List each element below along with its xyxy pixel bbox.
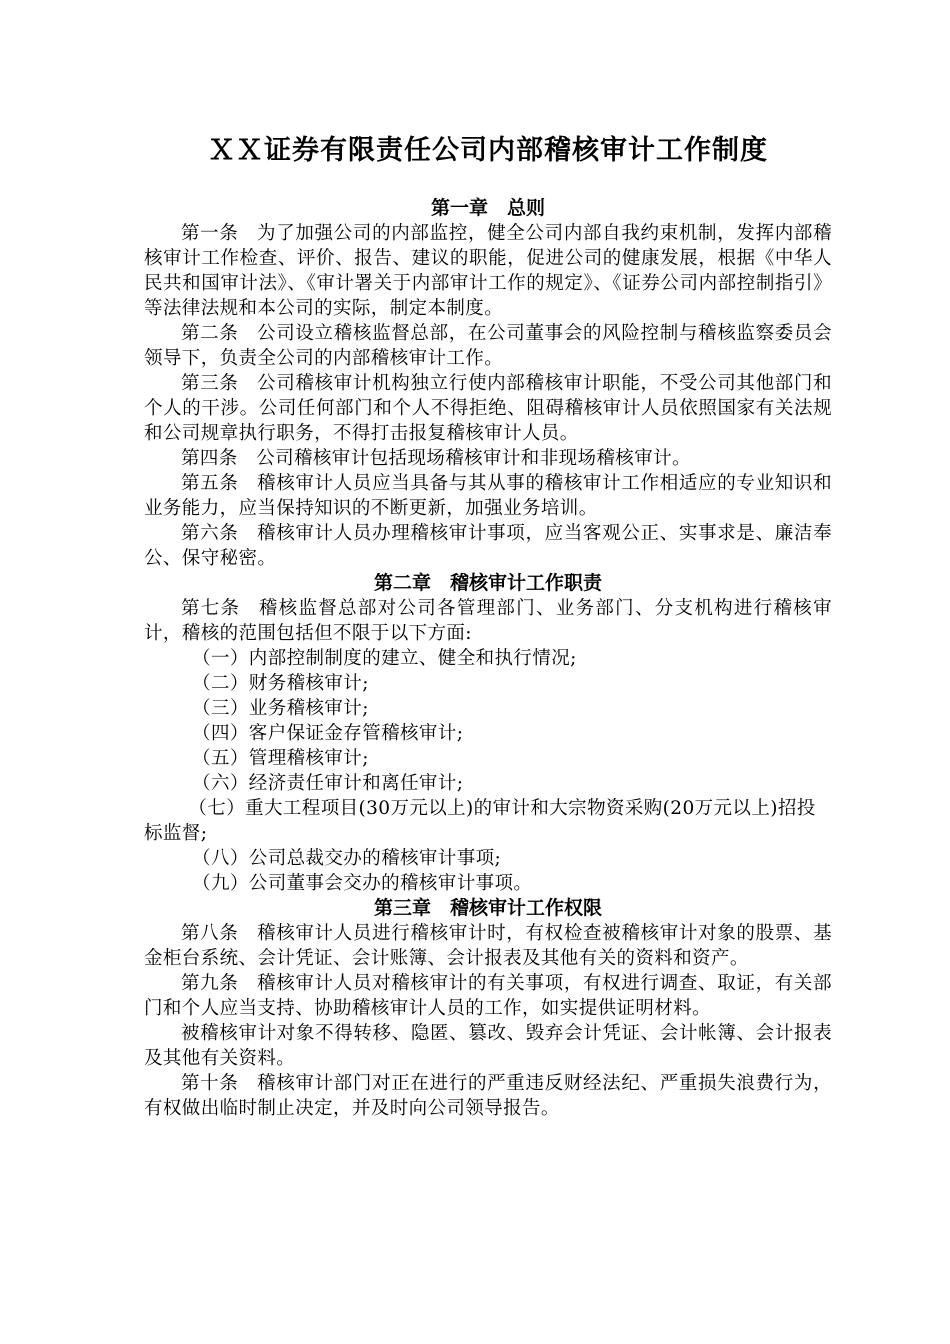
list-item: （六）经济责任审计和离任审计; <box>192 773 464 794</box>
article-text: 稽核审计人员办理稽核审计事项，应当客观公正、实事求是、廉洁奉公、保守秘密。 <box>144 523 832 569</box>
article-text: 稽核审计部门对正在进行的严重违反财经法纪、严重损失浪费行为，有权做出临时制止决定，并及时向公司领导报告。 <box>144 1073 832 1119</box>
article-label: 第三条 <box>181 373 239 394</box>
article-label: 第二条 <box>181 323 239 344</box>
chapter-heading: 第二章 稽核审计工作职责 <box>373 572 602 594</box>
article-label: 第七条 <box>181 598 241 619</box>
list-item: （八）公司总裁交办的稽核审计事项; <box>192 848 502 869</box>
article-label: 第四条 <box>181 448 238 469</box>
article <box>144 921 832 971</box>
paragraph-text: 被稽核审计对象不得转移、隐匿、篡改、毁弃会计凭证、会计帐簿、会计报表及其他有关资料。 <box>144 1023 832 1069</box>
article-text: 公司设立稽核监督总部，在公司董事会的风险控制与稽核监察委员会领导下，负责全公司的内部稽核审计工作。 <box>144 323 832 369</box>
article-label: 第八条 <box>181 923 239 944</box>
article <box>144 321 832 371</box>
article-label: 第十条 <box>181 1073 239 1094</box>
article <box>144 971 832 1021</box>
article-text: 稽核监督总部对公司各管理部门、业务部门、分支机构进行稽核审计，稽核的范围包括但不限于以下方面: <box>144 598 833 644</box>
article-label: 第六条 <box>181 523 239 544</box>
article-text: 为了加强公司的内部监控，健全公司内部自我约束机制，发挥内部稽核审计工作检查、评价、报告、建议的职能，促进公司的健康发展，根据《中华人民共和国审计法》、《审计署关于内部审计工作的规定》、《证券公司内部控制指引》等法律法规和本公司的实际，制定本制度。 <box>144 223 832 319</box>
article-label: 第五条 <box>181 473 239 494</box>
article <box>144 471 832 521</box>
list-item: （二）财务稽核审计; <box>192 673 369 694</box>
article <box>144 446 832 471</box>
article-text: 稽核审计人员进行稽核审计时，有权检查被稽核审计对象的股票、基金柜台系统、会计凭证、会计账簿、会计报表及其他有关的资料和资产。 <box>144 923 832 969</box>
article-text: 稽核审计人员应当具备与其从事的稽核审计工作相适应的专业知识和业务能力，应当保持知识的不断更新，加强业务培训。 <box>144 473 832 519</box>
article <box>144 521 832 571</box>
article <box>144 596 832 646</box>
article <box>144 371 832 446</box>
list-item: （七）重大工程项目(30万元以上)的审计和大宗物资采购(20万元以上)招投标监督; <box>144 798 816 844</box>
article-label: 第一条 <box>181 223 239 244</box>
list-item: （九）公司董事会交办的稽核审计事项。 <box>192 873 533 894</box>
list-item: （四）客户保证金存管稽核审计; <box>192 723 464 744</box>
paragraph <box>144 1021 832 1071</box>
list-item: （一）内部控制制度的建立、健全和执行情况; <box>192 648 577 669</box>
list-item: （五）管理稽核审计; <box>192 748 369 769</box>
article <box>144 221 832 321</box>
article-text: 公司稽核审计包括现场稽核审计和非现场稽核审计。 <box>256 448 691 469</box>
chapter-heading: 第一章 总则 <box>430 197 545 219</box>
article <box>144 1071 832 1121</box>
chapter-heading: 第三章 稽核审计工作权限 <box>373 897 602 919</box>
article-text: 稽核审计人员对稽核审计的有关事项，有权进行调查、取证，有关部门和个人应当支持、协助稽核审计人员的工作，如实提供证明材料。 <box>144 973 832 1019</box>
list-item: （三）业务稽核审计; <box>192 698 369 719</box>
document-title: ＸＸ证券有限责任公司内部稽核审计工作制度 <box>208 135 768 166</box>
article-text: 公司稽核审计机构独立行使内部稽核审计职能，不受公司其他部门和个人的干涉。公司任何部门和个人不得拒绝、阻碍稽核审计人员依照国家有关法规和公司规章执行职务，不得打击报复稽核审计人员。 <box>144 373 832 444</box>
article-label: 第九条 <box>181 973 239 994</box>
